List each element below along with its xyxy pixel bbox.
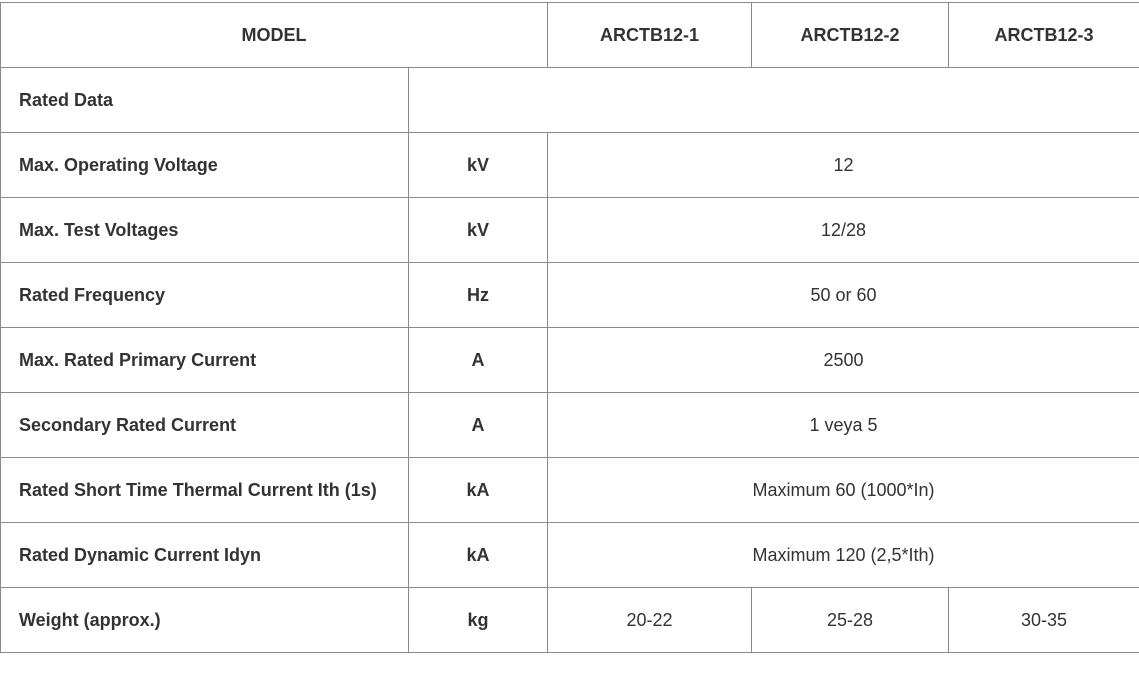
- row-label: Rated Dynamic Current Idyn: [1, 523, 409, 588]
- model-header-cell: MODEL: [1, 3, 548, 68]
- row-value: Maximum 60 (1000*In): [548, 458, 1139, 523]
- row-value: Maximum 120 (2,5*Ith): [548, 523, 1139, 588]
- row-value: 50 or 60: [548, 263, 1139, 328]
- row-unit: A: [409, 328, 548, 393]
- row-value: 2500: [548, 328, 1139, 393]
- weight-value-model-2: 25-28: [752, 588, 949, 653]
- row-value: 1 veya 5: [548, 393, 1139, 458]
- row-unit: kV: [409, 133, 548, 198]
- row-label: Max. Test Voltages: [1, 198, 409, 263]
- table-row: [1, 328, 1139, 393]
- section-title: Rated Data: [1, 68, 409, 133]
- row-unit: kA: [409, 458, 548, 523]
- row-unit: Hz: [409, 263, 548, 328]
- row-unit: kA: [409, 523, 548, 588]
- row-label: Secondary Rated Current: [1, 393, 409, 458]
- row-value: 12/28: [548, 198, 1139, 263]
- section-empty-cell: [409, 68, 1139, 133]
- row-unit: A: [409, 393, 548, 458]
- weight-value-model-3: 30-35: [949, 588, 1139, 653]
- row-label: Max. Rated Primary Current: [1, 328, 409, 393]
- row-label: Rated Short Time Thermal Current Ith (1s): [1, 458, 409, 523]
- table-row: [1, 198, 1139, 263]
- row-label: Max. Operating Voltage: [1, 133, 409, 198]
- table-row: [1, 523, 1139, 588]
- specifications-table: [0, 2, 1139, 653]
- section-row-rated-data: [1, 68, 1139, 133]
- row-value: 12: [548, 133, 1139, 198]
- table-row: [1, 263, 1139, 328]
- row-label: Rated Frequency: [1, 263, 409, 328]
- weight-label: Weight (approx.): [1, 588, 409, 653]
- weight-unit: kg: [409, 588, 548, 653]
- model-column-header-2: ARCTB12-2: [752, 3, 949, 68]
- table-row: [1, 393, 1139, 458]
- header-row: [1, 3, 1139, 68]
- row-unit: kV: [409, 198, 548, 263]
- weight-row: [1, 588, 1139, 653]
- table-row: [1, 458, 1139, 523]
- table-row: [1, 133, 1139, 198]
- model-column-header-3: ARCTB12-3: [949, 3, 1139, 68]
- weight-value-model-1: 20-22: [548, 588, 752, 653]
- model-column-header-1: ARCTB12-1: [548, 3, 752, 68]
